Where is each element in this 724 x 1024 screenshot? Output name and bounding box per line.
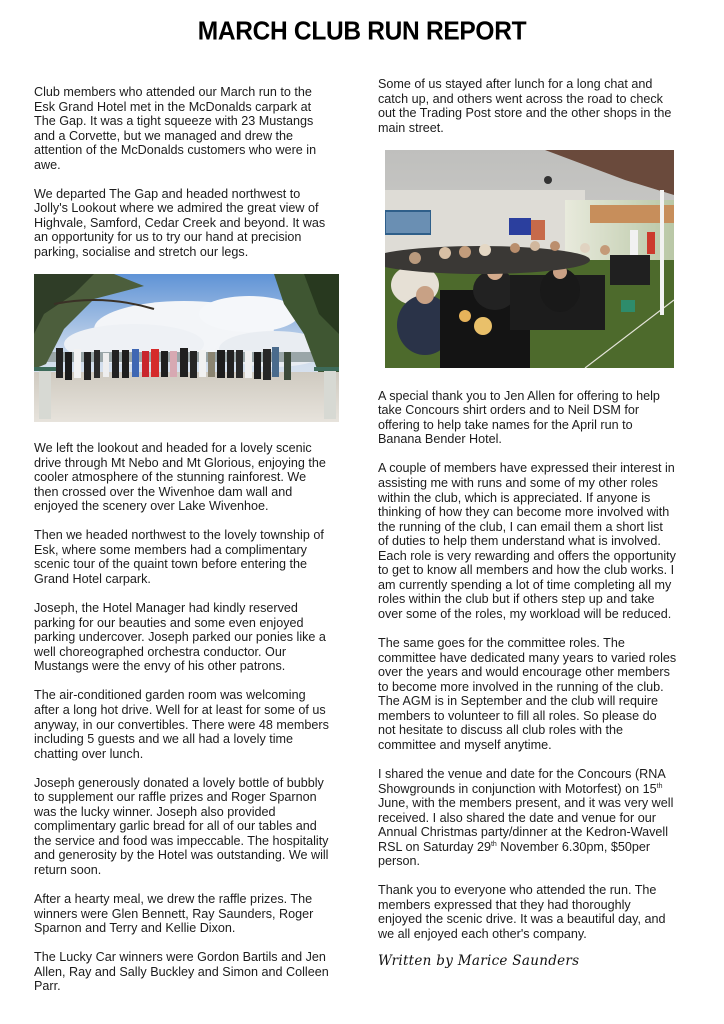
page-title: MARCH CLUB RUN REPORT	[197, 17, 527, 46]
paragraph-volunteer-roles: A couple of members have expressed their interest in assisting me with runs and some of my other roles within the club, which is appreciated. If anyone is thinking of how they can become more involved with the running of the club, I can email them a short list of duties to help them understand what is involved. Each role is very rewarding and offers the opportunity to get to know all members and how the club works. I am currently spending a lot of time completing all my roles within the club but if others step up and take over some of the roles, my workload will be reduced.	[378, 461, 676, 621]
paragraph-thank-you: Thank you to everyone who attended the run. The members expressed that they had thoroughly enjoyed the scenic drive. It was a beautiful day, and we all enjoyed each other's company.	[378, 883, 666, 941]
events-text-part3: November 6.30pm, $50per person.	[378, 839, 651, 869]
paragraph-scenic-drive: We left the lookout and headed for a lovely scenic drive through Mt Nebo and Mt Glorious, enjoying the cooler atmosphere of the stunning rainforest. We then crossed over the Wivenhoe dam wall and enjoyed the scenery over Lake Wivenhoe.	[34, 441, 326, 514]
paragraph-raffle-winners: After a hearty meal, we drew the raffle prizes. The winners were Glen Bennett, Ray Saunders, Roger Sparnon and Terry and Kellie Dixon.	[34, 892, 314, 936]
lookout-group-photo	[34, 274, 339, 422]
paragraph-hospitality: Joseph generously donated a lovely bottle of bubbly to supplement our raffle prizes and Roger Sparnon was the lucky winner. Joseph also provided complimentary garlic bread for all of our tables and the service and food was impeccable. The hospitality and generosity by the Hotel was outstanding. We will return soon.	[34, 775, 329, 877]
paragraph-committee-roles: The same goes for the committee roles. The committee have dedicated many years to varied roles over the years and would encourage other members to become more involved in the running of the club. The AGM is in September and the club will require members to volunteer to fill all roles. So please do not hesitate to discuss all club roles with the committee and myself anytime.	[378, 636, 677, 752]
events-text-part1: I shared the venue and date for the Concours (RNA Showgrounds in conjunction with Motorfest) on 15	[378, 766, 666, 796]
left-column	[34, 85, 354, 1008]
paragraph-jollys-lookout: We departed The Gap and headed northwest to Jolly's Lookout where we admired the great view of Highvale, Samford, Cedar Creek and beyond. It was an opportunity for us to try our hand at precision parking, socialise and stretch our legs.	[34, 186, 326, 260]
paragraph-meeting-point: Club members who attended our March run to the Esk Grand Hotel met in the McDonalds carpark at The Gap. It was a tight squeeze with 23 Mustangs and a Corvette, but we managed and drew the attention of the McDonalds customers who were in awe.	[34, 85, 317, 172]
paragraph-lucky-car-winners: The Lucky Car winners were Gordon Bartils and Jen Allen, Ray and Sally Buckley and Simon and Colleen Parr.	[34, 950, 329, 994]
lookout-photo-image	[34, 274, 339, 422]
ordinal-suffix: th	[656, 782, 663, 790]
paragraph-after-lunch: Some of us stayed after lunch for a long chat and catch up, and others went across the road to check out the Trading Post store and the other shops in the main street.	[378, 77, 672, 135]
ordinal-suffix: th	[490, 840, 497, 848]
events-text-part2: June, with the members present, and it was very well received. I also shared the date and venue for our Annual Christmas party/dinner at the Kedron-Wavell RSL on Saturday 29	[378, 796, 674, 854]
lunch-room-image	[385, 150, 674, 368]
paragraph-hotel-parking: Joseph, the Hotel Manager had kindly reserved parking for our beauties and some even enjoyed parking undercover. Joseph parked our ponies like a well choreographed orchestra conductor. Our Mustangs were the envy of his other patrons.	[34, 601, 326, 674]
paragraph-special-thanks: A special thank you to Jen Allen for offering to help take Concours shirt orders and to Neil DSM for offering to help take names for the April run to Banana Bender Hotel.	[378, 388, 660, 447]
right-column	[378, 77, 703, 968]
author-signature: Written by Marice Saunders	[378, 952, 580, 969]
paragraph-esk-township: Then we headed northwest to the lovely township of Esk, where some members had a complimentary scenic tour of the quaint town before entering the Grand Hotel carpark.	[34, 528, 324, 587]
paragraph-upcoming-events	[378, 767, 703, 869]
lunch-room-photo	[385, 150, 674, 368]
paragraph-lunch: The air-conditioned garden room was welcoming after a long hot drive. Well for at least for some of us anyway, in our convertibles. There were 48 members including 5 guests and we all had a lovely time chatting over lunch.	[34, 688, 329, 761]
